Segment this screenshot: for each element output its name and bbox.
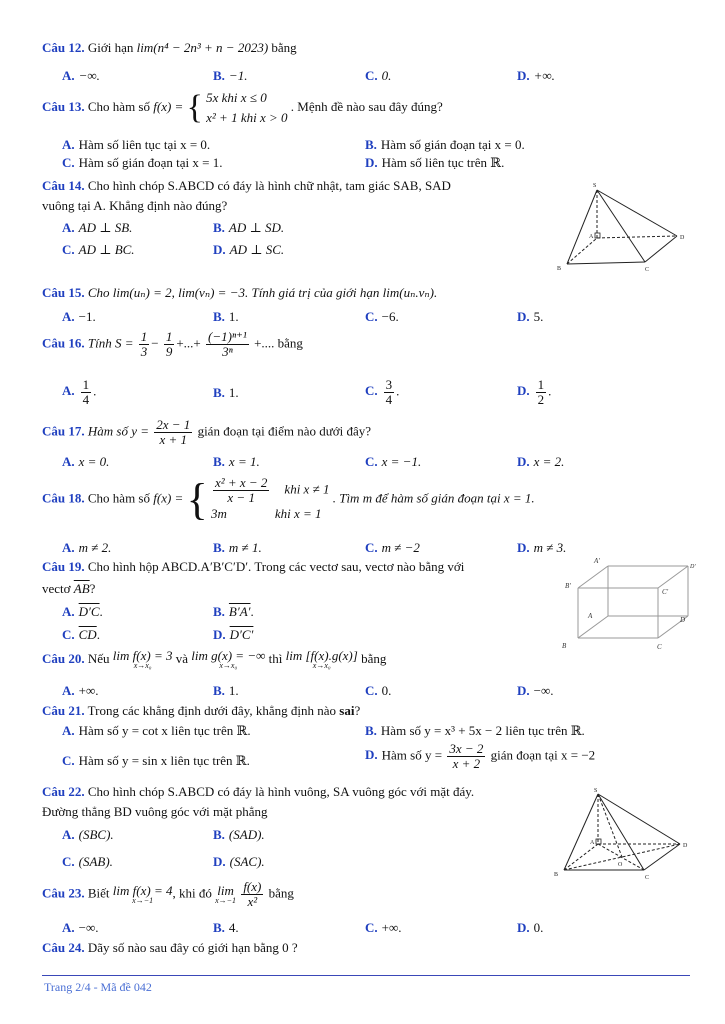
q20-option-b[interactable]: B. 1. [213, 683, 239, 698]
q18-option-c[interactable]: C. m ≠ −2 [365, 540, 420, 555]
q23-option-d[interactable]: D. 0. [517, 920, 544, 935]
q12-option-c[interactable]: C. 0. [365, 68, 392, 83]
q17-option-c[interactable]: C. x = −1. [365, 454, 422, 469]
q15-option-d[interactable]: D. 5. [517, 309, 544, 324]
label-c: C [645, 267, 650, 273]
question-16: Câu 16. Tính S = $\frac{1}{3}$ − $\frac{1}{9}$ +...+ $\frac{\text{(−1)ⁿ⁺¹}}{\text{3ⁿ}}$ +.... bằng [42, 329, 303, 359]
q16-option-b[interactable]: B. 1. [213, 385, 239, 400]
q17-option-a[interactable]: A. x = 0. [62, 454, 110, 469]
q21-option-a[interactable]: A. Hàm số y = cot x liên tục trên ℝ. [62, 723, 251, 738]
label-s: S [594, 788, 598, 794]
q15-option-b[interactable]: B. 1. [213, 309, 239, 324]
q14-option-b[interactable]: B. AD ⊥ SD. [213, 220, 285, 235]
q13-option-d[interactable]: D. Hàm số liên tục trên ℝ. [365, 155, 505, 170]
question-23: Câu 23. Biết lim f(x) = 4 x→−1 , khi đó lim x→−1 $\frac{f(x)}{\text{x²}}$ bằng [42, 879, 294, 909]
label-b: B [562, 642, 567, 650]
question-14: Câu 14. Cho hình chóp S.ABCD có đáy là hình chữ nhật, tam giác SAB, SAD [42, 178, 451, 193]
question-20: Câu 20. Nếu lim f(x) = 3 x→x₀ và lim g(x) = −∞ x→x₀ thì lim [f(x).g(x)] x→x₀ bằng [42, 648, 387, 670]
label-b: B [557, 266, 562, 272]
label-a1: A′ [594, 557, 600, 565]
question-14-line2: vuông tại A. Khẳng định nào đúng? [42, 198, 228, 213]
q21-option-d[interactable]: D. Hàm số y = $\frac{3x - 2}{x + 2}$ gián đoạn tại x = −2 [365, 741, 596, 771]
question-13: Câu 13. Cho hàm số f(x) = { 5x khi x ≤ 0 x² + 1 khi x > 0 . Mệnh đề nào sau đây đúng? [42, 89, 443, 126]
q17-option-b[interactable]: B. x = 1. [213, 454, 260, 469]
q15-option-c[interactable]: C. −6. [365, 309, 399, 324]
q13-option-a[interactable]: A. Hàm số liên tục tại x = 0. [62, 137, 211, 152]
q13-option-b[interactable]: B. Hàm số gián đoạn tại x = 0. [365, 137, 525, 152]
q21-option-c[interactable]: C. Hàm số y = sin x liên tục trên ℝ. [62, 753, 250, 768]
q14-option-a[interactable]: A. AD ⊥ SB. [62, 220, 133, 235]
q22-option-a[interactable]: A. (SBC). [62, 827, 114, 842]
q20-option-a[interactable]: A. +∞. [62, 683, 99, 698]
q19-option-d[interactable]: D. D′C′ [213, 627, 254, 642]
question-12: Câu 12. Giới hạn lim(n⁴ − 2n³ + n − 2023) bằng [42, 40, 297, 55]
question-18: Câu 18. Cho hàm số f(x) = { $\frac{\text{x² + x − 2}}{x - 1}$ khi x ≠ 1 3m khi x = 1 . Tìm m để hàm số gián đoạn tại x = 1. [42, 474, 535, 524]
label-c: C [645, 875, 650, 881]
q18-option-a[interactable]: A. m ≠ 2. [62, 540, 112, 555]
question-19-line2: vectơ $\overline{AB}$? [42, 581, 96, 596]
q17-option-d[interactable]: D. x = 2. [517, 454, 565, 469]
q20-option-c[interactable]: C. 0. [365, 683, 392, 698]
q16-option-d[interactable]: D. $\frac{1}{2}$ . [517, 377, 552, 407]
q20-option-d[interactable]: D. −∞. [517, 683, 554, 698]
q18-option-d[interactable]: D. m ≠ 3. [517, 540, 567, 555]
label-a: A [589, 234, 594, 240]
question-15: Câu 15. Cho lim(uₙ) = 2, lim(vₙ) = −3. Tính giá trị của giới hạn lim(uₙ.vₙ). [42, 285, 438, 300]
q19-option-c[interactable]: C. $\overline{CD}$. [62, 627, 100, 642]
pyramid-figure-q22 [552, 786, 690, 882]
question-24: Câu 24. Dãy số nào sau đây có giới hạn bằng 0 ? [42, 940, 298, 955]
q22-option-c[interactable]: C. (SAB). [62, 854, 113, 869]
q14-option-d[interactable]: D. AD ⊥ SC. [213, 242, 285, 257]
q23-option-b[interactable]: B. 4. [213, 920, 239, 935]
q13-option-c[interactable]: C. Hàm số gián đoạn tại x = 1. [62, 155, 223, 170]
label-d: D [680, 235, 685, 241]
q16-option-a[interactable]: A. $\frac{1}{4}$ . [62, 377, 97, 407]
label-d1: D′ [690, 564, 696, 570]
question-21: Câu 21. Trong các khẳng định dưới đây, khẳng định nào sai? [42, 703, 361, 718]
label-a: A [588, 612, 593, 620]
question-17: Câu 17. Hàm số y = $\frac{2x - 1}{x + 1}$ gián đoạn tại điểm nào dưới đây? [42, 417, 372, 447]
question-22-line2: Đường thẳng BD vuông góc với mặt phẳng [42, 804, 268, 819]
label-d: D [683, 843, 688, 849]
q14-option-c[interactable]: C. AD ⊥ BC. [62, 242, 135, 257]
page-footer: Trang 2/4 - Mã đề 042 [44, 980, 152, 994]
q22-option-b[interactable]: B. (SAD). [213, 827, 265, 842]
q21-option-b[interactable]: B. Hàm số y = x³ + 5x − 2 liên tục trên ℝ. [365, 723, 585, 738]
label-d: D [680, 616, 686, 624]
label-c: C [657, 643, 662, 651]
q19-option-b[interactable]: B. B′A′. [213, 604, 254, 619]
q23-option-a[interactable]: A. −∞. [62, 920, 99, 935]
cube-figure-q19 [560, 556, 696, 654]
label-c1: C′ [662, 588, 669, 596]
q12-option-a[interactable]: A. −∞. [62, 68, 100, 83]
q18-option-b[interactable]: B. m ≠ 1. [213, 540, 262, 555]
q12-option-b[interactable]: B. −1. [213, 68, 248, 83]
question-22: Câu 22. Cho hình chóp S.ABCD có đáy là hình vuông, SA vuông góc với mặt đáy. [42, 784, 475, 799]
q12-option-d[interactable]: D. +∞. [517, 68, 555, 83]
q19-option-a[interactable]: A. D′C. [62, 604, 103, 619]
label-b1: B′ [565, 582, 571, 590]
label-s: S [593, 183, 597, 189]
label-b: B [554, 872, 559, 878]
question-19: Câu 19. Cho hình hộp ABCD.A′B′C′D′. Trong các vectơ sau, vectơ nào bằng với [42, 559, 465, 574]
q23-option-c[interactable]: C. +∞. [365, 920, 402, 935]
footer-divider [42, 975, 690, 976]
q22-option-d[interactable]: D. (SAC). [213, 854, 265, 869]
label-o: O [618, 862, 623, 868]
q16-option-c[interactable]: C. $\frac{3}{4}$ . [365, 377, 400, 407]
pyramid-figure-q14 [555, 180, 690, 275]
label-a: A [590, 840, 595, 846]
q15-option-a[interactable]: A. −1. [62, 309, 96, 324]
